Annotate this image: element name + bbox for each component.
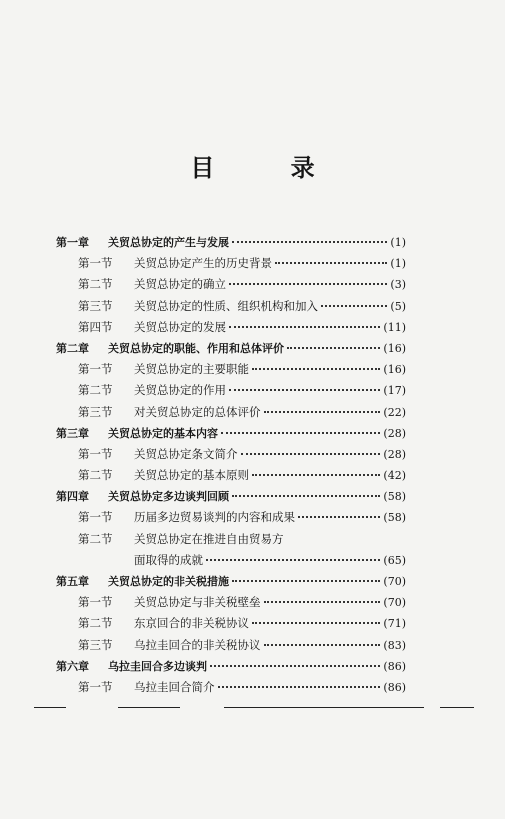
toc-section-entry	[56, 635, 406, 656]
toc-page-number: (16)	[383, 341, 406, 355]
bottom-rule-segment	[224, 707, 424, 708]
toc-entry-number: 第五章	[56, 575, 89, 588]
toc-entry-title: 对关贸总协定的总体评价	[134, 404, 261, 419]
toc-section-entry	[56, 444, 406, 465]
toc-page-number: (86)	[383, 659, 406, 673]
toc-entry-title: 关贸总协定产生的历史背景	[134, 256, 272, 271]
toc-section-entry	[56, 317, 406, 338]
toc-entry-title: 关贸总协定的确立	[134, 277, 226, 292]
dot-leader	[298, 516, 380, 518]
toc-page-number: (16)	[383, 363, 406, 377]
toc-page-number: (70)	[383, 575, 406, 588]
toc-chapter-entry	[56, 571, 406, 592]
toc-entry-number: 第二节	[78, 531, 113, 546]
dot-leader	[264, 644, 381, 646]
toc-section-entry	[56, 592, 406, 613]
toc-entry-number: 第一节	[78, 595, 113, 610]
toc-entry-number: 第一节	[78, 510, 113, 525]
dot-leader	[229, 283, 387, 285]
toc-entry-number: 第二节	[78, 468, 113, 483]
toc-page-number: (83)	[383, 638, 406, 652]
toc-entry-title: 关贸总协定的基本原则	[134, 468, 249, 483]
bottom-rule-segment	[118, 707, 180, 708]
toc-entry-title: 关贸总协定的性质、组织机构和加入	[134, 298, 318, 313]
toc-page-number: (70)	[383, 596, 406, 610]
toc-section-entry	[56, 529, 406, 550]
bottom-rule-segment	[34, 707, 66, 708]
toc-entry-title: 关贸总协定的产生与发展	[108, 236, 229, 249]
toc-section-entry	[56, 274, 406, 295]
toc-entry-title: 关贸总协定的发展	[134, 319, 226, 334]
dot-leader	[206, 559, 380, 561]
dot-leader	[287, 347, 380, 349]
toc-section-entry	[56, 380, 406, 401]
toc-entry-number: 第三章	[56, 426, 89, 440]
toc-entry-number: 第三节	[78, 404, 113, 419]
toc-entry-number: 第二节	[78, 616, 113, 631]
toc-page-number: (1)	[390, 236, 406, 249]
toc-section-entry	[56, 465, 406, 486]
toc-chapter-entry	[56, 423, 406, 444]
toc-section-entry	[56, 550, 406, 571]
dot-leader	[232, 580, 380, 582]
toc-chapter-entry	[56, 232, 406, 253]
toc-section-entry	[56, 402, 406, 423]
toc-chapter-entry	[56, 338, 406, 359]
toc-entry-number: 第四章	[56, 490, 89, 504]
toc-entry-title: 关贸总协定的非关税措施	[108, 575, 229, 588]
table-of-contents	[56, 232, 406, 698]
toc-page-number: (86)	[383, 680, 406, 694]
toc-entry-title: 东京回合的非关税协议	[134, 616, 249, 631]
dot-leader	[252, 622, 380, 624]
toc-entry-number: 第二节	[78, 277, 113, 292]
toc-page-number: (58)	[383, 511, 406, 525]
toc-entry-title: 关贸总协定与非关税壁垒	[134, 595, 261, 610]
toc-entry-title: 乌拉圭回合的非关税协议	[134, 637, 261, 652]
toc-page-number: (17)	[383, 384, 406, 398]
bottom-rule-segment	[440, 707, 474, 708]
dot-leader	[232, 241, 387, 243]
dot-leader	[252, 368, 380, 370]
toc-section-entry	[56, 253, 406, 274]
toc-entry-number: 第三节	[78, 298, 113, 313]
toc-page-number: (11)	[383, 320, 406, 334]
toc-page-number: (28)	[383, 447, 406, 461]
toc-section-entry	[56, 296, 406, 317]
dot-leader	[232, 495, 380, 497]
toc-page-number: (1)	[390, 257, 406, 271]
toc-entry-number: 第六章	[56, 659, 89, 673]
toc-entry-title: 关贸总协定在推进自由贸易方	[134, 531, 284, 546]
toc-entry-number: 第三节	[78, 637, 113, 652]
toc-entry-number: 第一节	[78, 446, 113, 461]
toc-page-number: (28)	[383, 426, 406, 440]
toc-entry-number: 第一章	[56, 236, 89, 249]
toc-entry-title: 关贸总协定的主要职能	[134, 362, 249, 377]
toc-page-number: (3)	[390, 278, 406, 292]
toc-entry-title: 乌拉圭回合多边谈判	[108, 659, 207, 673]
toc-section-entry	[56, 507, 406, 528]
toc-entry-title: 面取得的成就	[134, 552, 203, 567]
toc-page-number: (42)	[383, 469, 406, 483]
toc-chapter-entry	[56, 656, 406, 677]
toc-entry-title: 乌拉圭回合简介	[134, 679, 215, 694]
dot-leader	[264, 601, 381, 603]
toc-entry-number: 第四节	[78, 319, 113, 334]
dot-leader	[252, 474, 380, 476]
toc-entry-number: 第二章	[56, 341, 89, 355]
dot-leader	[229, 389, 380, 391]
toc-entry-number: 第一节	[78, 679, 113, 694]
toc-entry-title: 关贸总协定条文简介	[134, 446, 238, 461]
toc-entry-title: 关贸总协定多边谈判回顾	[108, 490, 229, 504]
dot-leader	[229, 326, 380, 328]
dot-leader	[218, 686, 381, 688]
toc-section-entry	[56, 613, 406, 634]
dot-leader	[221, 432, 380, 434]
dot-leader	[321, 305, 387, 307]
toc-page-number: (5)	[390, 299, 406, 313]
toc-entry-number: 第一节	[78, 256, 113, 271]
toc-page-number: (65)	[383, 553, 406, 567]
dot-leader	[275, 262, 387, 264]
toc-entry-title: 关贸总协定的职能、作用和总体评价	[108, 341, 284, 355]
dot-leader	[210, 665, 380, 667]
toc-entry-title: 关贸总协定的作用	[134, 383, 226, 398]
toc-entry-number: 第一节	[78, 362, 113, 377]
toc-page-number: (71)	[383, 617, 406, 631]
toc-entry-title: 历届多边贸易谈判的内容和成果	[134, 510, 295, 525]
toc-entry-number: 第二节	[78, 383, 113, 398]
dot-leader	[264, 411, 381, 413]
dot-leader	[241, 453, 381, 455]
toc-entry-title: 关贸总协定的基本内容	[108, 426, 218, 440]
page-title: 目 录	[190, 154, 349, 182]
toc-page-number: (22)	[383, 405, 406, 419]
toc-section-entry	[56, 359, 406, 380]
toc-chapter-entry	[56, 486, 406, 507]
toc-page-number: (58)	[383, 490, 406, 504]
toc-section-entry	[56, 677, 406, 698]
